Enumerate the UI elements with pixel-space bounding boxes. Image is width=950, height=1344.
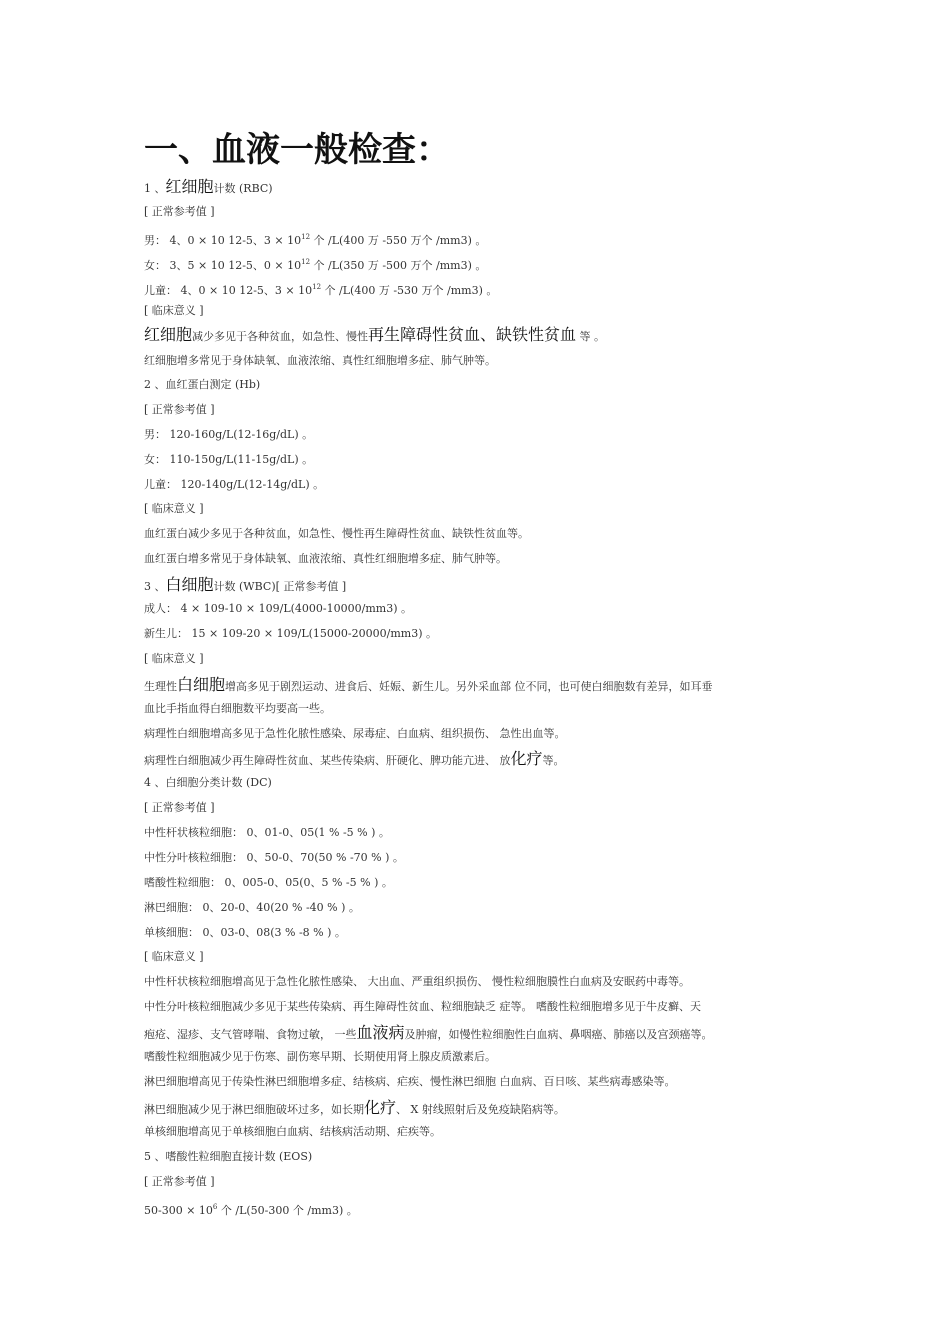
- value-text: 50-300 × 10: [144, 1204, 213, 1217]
- value-unit: 个 /L(400 万 -530 万个 /mm3) 。: [321, 284, 498, 297]
- exponent: 12: [312, 283, 322, 291]
- dc-clinical-1: 中性杆状核粒细胞增高见于急性化脓性感染、 大出血、严重组织损伤、 慢性粒细胞膜性白血病及安眠药中毒等。: [144, 975, 690, 988]
- emphasis-text: 白细胞: [177, 675, 226, 694]
- body-text: 减少多见于各种贫血，如急性、慢性: [192, 330, 369, 343]
- body-text: 病理性白细胞减少再生障碍性贫血、某些传染病、肝硬化、脾功能亢进、 放: [144, 754, 511, 767]
- rbc-clinical-1: [144, 326, 605, 346]
- body-text: 生理性: [144, 680, 177, 693]
- dc-value-2: 中性分叶核粒细胞： 0、50-0、70(50 % -70 % ) 。: [144, 851, 404, 864]
- body-text: 、 X 射线照射后及免疫缺陷病等。: [396, 1103, 565, 1116]
- rbc-clinical-2: 红细胞增多常见于身体缺氧、血液浓缩、真性红细胞增多症、肺气肿等。: [144, 354, 496, 367]
- value-unit: 个 /L(350 万 -500 万个 /mm3) 。: [310, 259, 487, 272]
- dc-value-5: 单核细胞： 0、03-0、08(3 % -8 % ) 。: [144, 926, 346, 939]
- emphasis-text: 化疗: [364, 1098, 397, 1117]
- value-text: 男： 4、0 × 10 12-5、3 × 10: [144, 234, 302, 247]
- hb-female-value: 女： 110-150g/L(11-15g/dL) 。: [144, 453, 314, 466]
- rbc-child-value: [144, 278, 497, 300]
- body-text: 等 。: [576, 330, 606, 343]
- hb-clinical-2: 血红蛋白增多常见于身体缺氧、血液浓缩、真性红细胞增多症、肺气肿等。: [144, 552, 507, 565]
- wbc-clinical-1-cont: 血比手指血得白细胞数平均要高一些。: [144, 702, 331, 715]
- clinical-label: [ 临床意义 ]: [144, 304, 204, 317]
- body-text: 及肿瘤，如慢性粒细胞性白血病、鼻咽癌、肺癌以及宫颈癌等。: [404, 1028, 713, 1041]
- dc-clinical-4: 嗜酸性粒细胞减少见于伤寒、副伤寒早期、长期使用肾上腺皮质激素后。: [144, 1050, 496, 1063]
- ref-label: [ 正常参考值 ]: [144, 1175, 215, 1188]
- dc-clinical-5: 淋巴细胞增高见于传染性淋巴细胞增多症、结核病、疟疾、慢性淋巴细胞 白血病、百日咳、某些病毒感染等。: [144, 1075, 676, 1088]
- dc-clinical-7: 单核细胞增高见于单核细胞白血病、结核病活动期、疟疾等。: [144, 1125, 441, 1138]
- value-text: 儿童： 4、0 × 10 12-5、3 × 10: [144, 284, 313, 297]
- clinical-label: [ 临床意义 ]: [144, 950, 204, 963]
- clinical-label: [ 临床意义 ]: [144, 502, 204, 515]
- wbc-clinical-2: 病理性白细胞增高多见于急性化脓性感染、尿毒症、白血病、组织损伤、 急性出血等。: [144, 727, 566, 740]
- heading-emphasis: 白细胞: [165, 575, 214, 594]
- ref-label: [ 正常参考值 ]: [144, 801, 215, 814]
- section-heading-hb: 2 、血红蛋白测定 (Hb): [144, 378, 261, 391]
- wbc-clinical-3: [144, 750, 565, 770]
- clinical-label: [ 临床意义 ]: [144, 652, 204, 665]
- body-text: 淋巴细胞减少见于淋巴细胞破坏过多，如长期: [144, 1103, 364, 1116]
- value-unit: 个 /L(400 万 -550 万个 /mm3) 。: [310, 234, 487, 247]
- emphasis-text: 红细胞: [144, 325, 193, 344]
- section-heading-rbc: [144, 178, 273, 198]
- value-text: 女： 3、5 × 10 12-5、0 × 10: [144, 259, 302, 272]
- hb-child-value: 儿童： 120-140g/L(12-14g/dL) 。: [144, 478, 325, 491]
- ref-label: [ 正常参考值 ]: [144, 205, 215, 218]
- dc-value-1: 中性杆状核粒细胞： 0、01-0、05(1 % -5 % ) 。: [144, 826, 390, 839]
- dc-clinical-2: 中性分叶核粒细胞减少多见于某些传染病、再生障碍性贫血、粒细胞缺乏 症等。 嗜酸性粒细胞增多见于牛皮癣、天: [144, 1000, 701, 1013]
- ref-label: [ 正常参考值 ]: [144, 403, 215, 416]
- heading-text: 计数 (WBC)[ 正常参考值 ]: [213, 580, 347, 593]
- eos-value: [144, 1198, 358, 1220]
- wbc-newborn-value: 新生儿： 15 × 109-20 × 109/L(15000-20000/mm3) 。: [144, 627, 437, 640]
- section-heading-wbc: [144, 576, 346, 596]
- dc-clinical-6: [144, 1099, 565, 1119]
- rbc-female-value: [144, 253, 486, 275]
- value-unit: 个 /L(50-300 个 /mm3) 。: [217, 1204, 358, 1217]
- emphasis-text: 再生障碍性贫血、缺铁性贫血: [368, 325, 577, 344]
- wbc-adult-value: 成人： 4 × 109-10 × 109/L(4000-10000/mm3) 。: [144, 602, 412, 615]
- body-text: 增高多见于剧烈运动、进食后、妊娠、新生儿。另外采血部 位不同，也可使白细胞数有差异，如耳垂: [225, 680, 713, 693]
- body-text: 等。: [542, 754, 565, 767]
- dc-value-3: 嗜酸性粒细胞： 0、005-0、05(0、5 % -5 % ) 。: [144, 876, 393, 889]
- exponent: 6: [212, 1203, 218, 1211]
- hb-clinical-1: 血红蛋白减少多见于各种贫血，如急性、慢性再生障碍性贫血、缺铁性贫血等。: [144, 527, 529, 540]
- section-heading-dc: 4 、白细胞分类计数 (DC): [144, 776, 272, 789]
- dc-value-4: 淋巴细胞： 0、20-0、40(20 % -40 % ) 。: [144, 901, 360, 914]
- exponent: 12: [301, 233, 311, 241]
- heading-number: 3 、: [144, 580, 166, 593]
- page-title: 一、血液一般检查：: [144, 130, 450, 170]
- exponent: 12: [301, 258, 311, 266]
- wbc-clinical-1: [144, 676, 713, 696]
- heading-text: 计数 (RBC): [213, 182, 273, 195]
- section-heading-eos: 5 、嗜酸性粒细胞直接计数 (EOS): [144, 1150, 313, 1163]
- emphasis-text: 化疗: [510, 749, 543, 768]
- dc-clinical-3: [144, 1024, 713, 1044]
- emphasis-text: 血液病: [356, 1023, 405, 1042]
- heading-emphasis: 红细胞: [165, 177, 214, 196]
- body-text: 疱疮、湿疹、支气管哮喘、食物过敏， 一些: [144, 1028, 357, 1041]
- hb-male-value: 男： 120-160g/L(12-16g/dL) 。: [144, 428, 314, 441]
- rbc-male-value: [144, 228, 486, 250]
- heading-number: 1 、: [144, 182, 166, 195]
